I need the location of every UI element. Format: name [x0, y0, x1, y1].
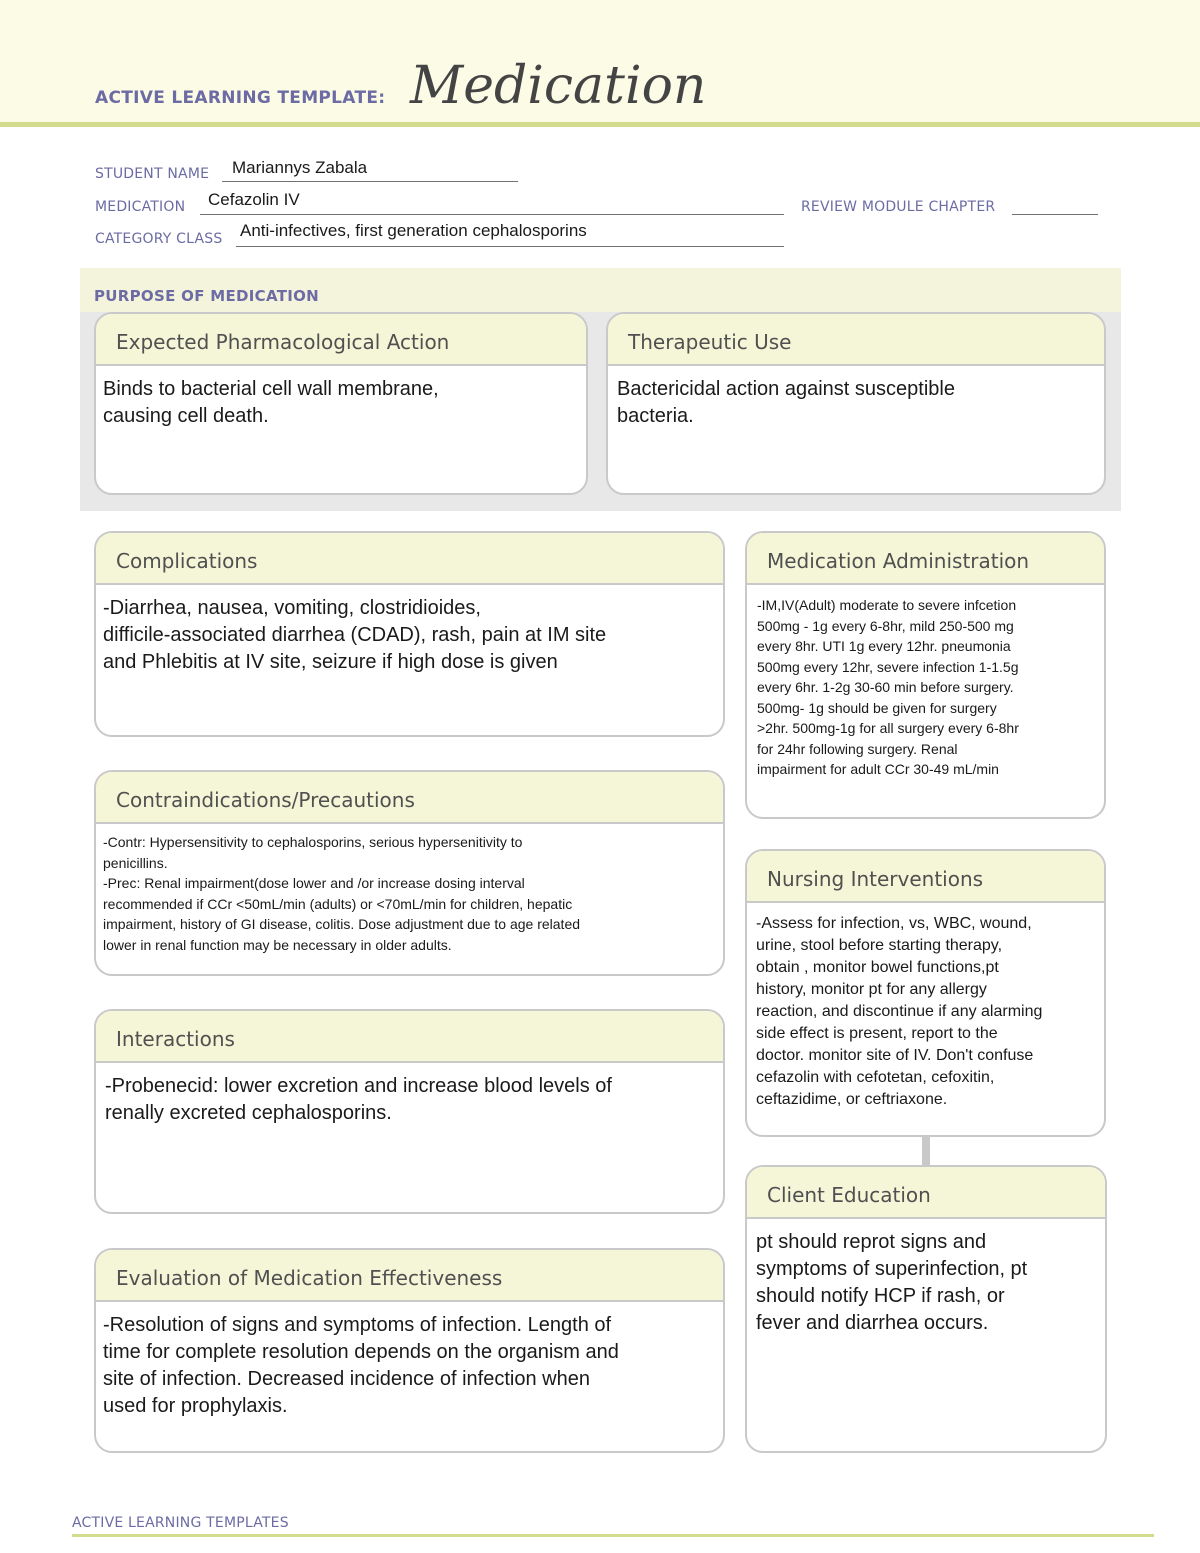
interactions-box — [94, 1009, 725, 1214]
complications-line: and Phlebitis at IV site, seizure if high dose is given — [103, 651, 558, 673]
therapeutic-use-line: Bactericidal action against susceptible — [617, 378, 955, 400]
box-connector — [922, 1136, 930, 1166]
nursing-interventions-text[interactable] — [747, 903, 1104, 1111]
medication-administration-line: impairment for adult CCr 30-49 mL/min — [757, 761, 999, 777]
evaluation-line: site of infection. Decreased incidence of infection when — [103, 1368, 590, 1390]
nursing-interventions-line: cefazolin with cefotetan, cefoxitin, — [756, 1069, 995, 1086]
contraindications-heading: Contraindications/Precautions — [96, 772, 723, 824]
medication-administration-line: for 24hr following surgery. Renal — [757, 740, 958, 757]
complications-line: difficile-associated diarrhea (CDAD), rash, pain at IM site — [103, 624, 607, 646]
client-education-heading: Client Education — [747, 1167, 1105, 1219]
contraindications-line: -Contr: Hypersensitivity to cephalosporins, serious hypersenitivity to — [103, 834, 523, 850]
expected-action-heading: Expected Pharmacological Action — [96, 314, 586, 366]
complications-text[interactable] — [96, 585, 723, 676]
contraindications-box — [94, 770, 725, 976]
interactions-text[interactable] — [96, 1063, 723, 1127]
header-divider — [0, 122, 1200, 127]
medication-line — [200, 214, 784, 215]
student-name-value[interactable]: Mariannys Zabala — [232, 158, 368, 177]
footer-text: ACTIVE LEARNING TEMPLATES — [72, 1515, 289, 1531]
therapeutic-use-box — [606, 312, 1106, 495]
category-class-value[interactable]: Anti-infectives, first generation cephalosporins — [240, 221, 587, 240]
client-education-line: fever and diarrhea occurs. — [756, 1312, 989, 1334]
expected-action-box — [94, 312, 588, 495]
nursing-interventions-heading: Nursing Interventions — [747, 851, 1104, 903]
nursing-interventions-line: history, monitor pt for any allergy — [756, 981, 987, 998]
interactions-heading: Interactions — [96, 1011, 723, 1063]
medication-administration-line: >2hr. 500mg-1g for all surgery every 6-8hr — [757, 720, 1019, 736]
medication-administration-line: -IM,IV(Adult) moderate to severe infcetion — [757, 597, 1017, 613]
evaluation-text[interactable] — [96, 1302, 723, 1420]
student-name-line — [222, 181, 518, 182]
expected-action-line: Binds to bacterial cell wall membrane, — [103, 378, 439, 400]
therapeutic-use-heading: Therapeutic Use — [608, 314, 1104, 366]
medication-administration-line: every 8hr. UTI 1g every 12hr. pneumonia — [757, 638, 1011, 654]
template-prefix: ACTIVE LEARNING TEMPLATE: — [95, 88, 386, 108]
expected-action-line: causing cell death. — [103, 405, 269, 427]
medication-administration-line: 500mg- 1g should be given for surgery — [757, 699, 997, 716]
medication-administration-line: 500mg every 12hr, severe infection 1-1.5g — [757, 658, 1019, 675]
contraindications-line: penicillins. — [103, 854, 168, 871]
medication-administration-line: every 6hr. 1-2g 30-60 min before surgery. — [757, 679, 1014, 695]
complications-box — [94, 531, 725, 737]
therapeutic-use-text[interactable] — [608, 366, 1104, 430]
nursing-interventions-line: obtain , monitor bowel functions,pt — [756, 959, 999, 976]
expected-action-text[interactable] — [96, 366, 586, 430]
nursing-interventions-line: reaction, and discontinue if any alarming — [756, 1003, 1043, 1020]
contraindications-line: -Prec: Renal impairment(dose lower and /or increase dosing interval — [103, 875, 525, 891]
contraindications-line: recommended if CCr <50mL/min (adults) or <70mL/min for children, hepatic — [103, 895, 573, 912]
contraindications-text[interactable] — [96, 824, 723, 955]
evaluation-line: used for prophylaxis. — [103, 1395, 288, 1417]
contraindications-line: lower in renal function may be necessary in older adults. — [103, 936, 452, 953]
evaluation-heading: Evaluation of Medication Effectiveness — [96, 1250, 723, 1302]
purpose-title: PURPOSE OF MEDICATION — [94, 287, 320, 305]
client-education-line: symptoms of superinfection, pt — [756, 1258, 1028, 1280]
footer-divider — [72, 1534, 1154, 1537]
complications-line: -Diarrhea, nausea, vomiting, clostridioides, — [103, 597, 481, 619]
client-education-text[interactable] — [747, 1219, 1105, 1337]
medication-administration-box — [745, 531, 1106, 819]
student-name-label: STUDENT NAME — [95, 166, 210, 182]
contraindications-line: impairment, history of GI disease, colitis. Dose adjustment due to age related — [103, 916, 581, 932]
medication-administration-line: 500mg - 1g every 6-8hr, mild 250-500 mg — [757, 617, 1014, 634]
interactions-line: renally excreted cephalosporins. — [105, 1102, 392, 1124]
medication-value[interactable]: Cefazolin IV — [208, 190, 300, 209]
page-title: Medication — [410, 56, 707, 116]
medication-label: MEDICATION — [95, 199, 186, 215]
client-education-box — [745, 1165, 1107, 1453]
interactions-line: -Probenecid: lower excretion and increase blood levels of — [105, 1075, 612, 1097]
therapeutic-use-line: bacteria. — [617, 405, 694, 427]
nursing-interventions-line: ceftazidime, or ceftriaxone. — [756, 1091, 948, 1108]
medication-administration-heading: Medication Administration — [747, 533, 1104, 585]
complications-heading: Complications — [96, 533, 723, 585]
nursing-interventions-line: doctor. monitor site of IV. Don't confuse — [756, 1047, 1034, 1064]
category-class-label: CATEGORY CLASS — [95, 231, 223, 247]
client-education-line: should notify HCP if rash, or — [756, 1285, 1005, 1307]
review-module-chapter-line — [1012, 214, 1098, 215]
evaluation-box — [94, 1248, 725, 1453]
nursing-interventions-line: -Assess for infection, vs, WBC, wound, — [756, 915, 1032, 932]
client-education-line: pt should reprot signs and — [756, 1231, 987, 1253]
nursing-interventions-line: urine, stool before starting therapy, — [756, 937, 1003, 954]
nursing-interventions-box — [745, 849, 1106, 1137]
evaluation-line: time for complete resolution depends on the organism and — [103, 1341, 619, 1363]
nursing-interventions-line: side effect is present, report to the — [756, 1025, 998, 1042]
medication-administration-text[interactable] — [747, 585, 1104, 780]
review-module-chapter-label: REVIEW MODULE CHAPTER — [801, 199, 996, 215]
evaluation-line: -Resolution of signs and symptoms of infection. Length of — [103, 1314, 612, 1336]
category-class-line — [236, 246, 784, 247]
